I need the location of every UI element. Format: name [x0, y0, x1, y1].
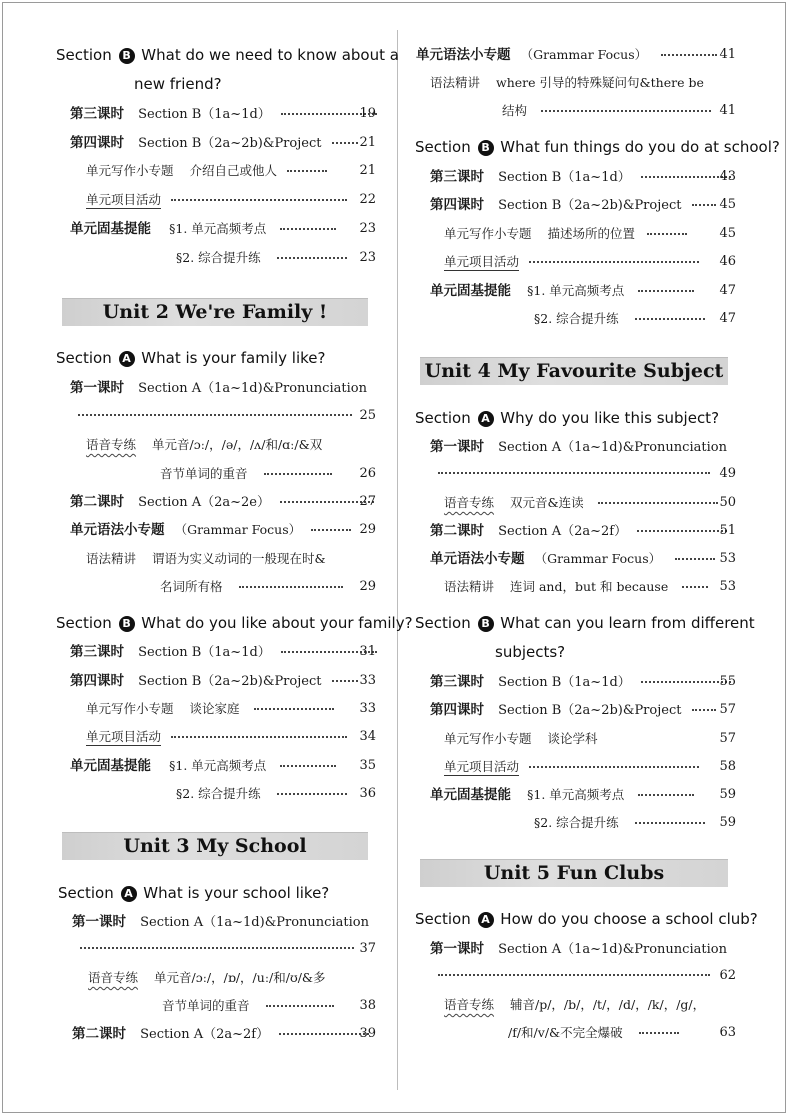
section-heading: Section B What can you learn from different [415, 614, 755, 632]
page-number: 37 [359, 941, 376, 956]
toc-entry-cont: /f/和/v/&不完全爆破 [508, 1022, 679, 1044]
leader-dots [438, 472, 710, 474]
toc-entry[interactable]: 单元固基提能 §1. 单元高频考点 [70, 218, 336, 240]
toc-entry[interactable]: 单元项目活动 [444, 251, 699, 273]
page-number: 26 [359, 466, 376, 481]
leader-dots [80, 947, 354, 949]
toc-entry[interactable]: 语音专练 单元音/ɔː/，/ɒ/，/uː/和/ʊ/&多 [88, 970, 326, 985]
toc-entry[interactable]: 单元固基提能 §1. 单元高频考点 [70, 755, 336, 777]
toc-entry[interactable]: 单元固基提能 §1. 单元高频考点 [430, 784, 694, 806]
section-title: How do you choose a school club? [500, 910, 758, 928]
toc-entry[interactable]: 语音专练 单元音/ɔː/，/ə/，/ʌ/和/ɑː/&双 [86, 437, 323, 452]
toc-entry[interactable]: 第四课时 Section B（2a~2b)&Project [70, 132, 358, 154]
page-number: 22 [359, 192, 376, 207]
unit-3-banner: Unit 3 My School [62, 832, 368, 860]
page-number: 21 [359, 135, 376, 150]
leader-dots [264, 473, 332, 475]
toc-entry[interactable]: 语音专练 双元音&连读 [444, 492, 718, 514]
page-number: 57 [719, 731, 736, 746]
leader-dots [635, 822, 705, 824]
page-number: 33 [359, 701, 376, 716]
unit-5-banner: Unit 5 Fun Clubs [420, 859, 728, 887]
leader-dots [529, 766, 699, 768]
toc-entry[interactable]: 单元写作小专题 谈论学科 [444, 731, 598, 746]
leader-dots [638, 290, 694, 292]
page-number: 36 [359, 786, 376, 801]
page-number: 58 [719, 759, 736, 774]
page-number: 51 [719, 523, 736, 538]
leader-dots [239, 586, 343, 588]
page-number: 45 [719, 197, 736, 212]
section-title: What fun things do you do at school? [500, 138, 780, 156]
toc-entry-cont: 名词所有格 [160, 576, 343, 598]
leader-dots [254, 708, 334, 710]
section-letter-badge: A [478, 912, 494, 928]
section-letter-badge: B [478, 140, 494, 156]
toc-entry[interactable]: 单元语法小专题 （Grammar Focus） [70, 519, 351, 541]
section-title: What do we need to know about a [141, 46, 399, 64]
section-letter-badge: B [478, 616, 494, 632]
section-letter-badge: A [478, 411, 494, 427]
toc-entry[interactable]: §2. 综合提升练 [176, 783, 347, 805]
toc-entry[interactable]: 单元项目活动 [86, 726, 347, 748]
toc-entry[interactable]: 第三课时 Section B（1a~1d） [70, 103, 377, 125]
page-number: 46 [719, 254, 736, 269]
page-number: 47 [719, 283, 736, 298]
leader-dots [287, 170, 327, 172]
leader-dots [438, 974, 710, 976]
leader-dots [598, 502, 718, 504]
page-number: 35 [359, 758, 376, 773]
page-number: 19 [359, 106, 376, 121]
section-heading: Section B What do we need to know about a [56, 46, 399, 64]
leader-dots [639, 1032, 679, 1034]
page-number: 55 [719, 674, 736, 689]
leader-dots [171, 199, 347, 201]
section-title-cont: subjects? [495, 643, 566, 661]
toc-entry[interactable]: 单元语法小专题 （Grammar Focus） [430, 548, 715, 570]
toc-entry[interactable]: 语法精讲 连词 and，but 和 because [444, 576, 708, 598]
toc-entry[interactable]: 第三课时 Section B（1a~1d） [430, 166, 731, 188]
unit-2-banner: Unit 2 We're Family ! [62, 298, 368, 326]
leader-dots [277, 793, 347, 795]
page-number: 27 [359, 494, 376, 509]
section-heading: Section A What is your school like? [58, 884, 330, 902]
section-heading: Section A How do you choose a school club? [415, 910, 758, 928]
leader-dots [280, 765, 336, 767]
toc-entry[interactable]: 语法精讲 where 引导的特殊疑问句&there be [430, 75, 704, 90]
section-letter-badge: B [119, 616, 135, 632]
toc-entry[interactable]: §2. 综合提升练 [176, 247, 347, 269]
page-number: 41 [719, 103, 736, 118]
leader-dots [541, 110, 711, 112]
toc-entry[interactable]: 第三课时 Section B（1a~1d） [70, 641, 377, 663]
toc-entry[interactable]: §2. 综合提升练 [534, 308, 705, 330]
toc-entry[interactable]: 单元语法小专题 （Grammar Focus） [416, 44, 717, 66]
toc-entry[interactable]: 单元写作小专题 介绍自己或他人 [86, 160, 327, 182]
page-number: 53 [719, 579, 736, 594]
page-number: 23 [359, 221, 376, 236]
leader-dots [635, 318, 705, 320]
section-letter-badge: B [119, 48, 135, 64]
page-number: 29 [359, 522, 376, 537]
toc-entry[interactable]: 第三课时 Section B（1a~1d） [430, 671, 731, 693]
toc-entry[interactable]: 第二课时 Section A（2a~2f） [430, 520, 727, 542]
toc-entry[interactable]: 第二课时 Section A（2a~2e） [70, 491, 374, 513]
section-title: What do you like about your family? [141, 614, 413, 632]
page-number: 62 [719, 968, 736, 983]
toc-entry[interactable]: 第四课时 Section B（2a~2b)&Project [70, 670, 358, 692]
page-number: 33 [359, 673, 376, 688]
page-number: 29 [359, 579, 376, 594]
leader-dots [280, 228, 336, 230]
page-number: 38 [359, 998, 376, 1013]
toc-entry[interactable]: 单元项目活动 [86, 189, 347, 211]
unit-4-banner: Unit 4 My Favourite Subject [420, 357, 728, 385]
section-title: Why do you like this subject? [500, 409, 720, 427]
page-number: 34 [359, 729, 376, 744]
toc-entry[interactable]: 第一课时 Section A（1a~1d)&Pronunciation [70, 380, 367, 396]
section-title: What is your school like? [143, 884, 330, 902]
section-title-cont: new friend? [134, 75, 222, 93]
toc-entry[interactable]: 第二课时 Section A（2a~2f） [72, 1023, 369, 1045]
leader-dots [647, 233, 687, 235]
section-letter-badge: A [119, 351, 135, 367]
page-number: 57 [719, 702, 736, 717]
toc-entry-cont: 音节单词的重音 [160, 463, 332, 485]
page-number: 31 [359, 644, 376, 659]
page-number: 59 [719, 787, 736, 802]
toc-entry-cont [438, 965, 710, 987]
toc-entry[interactable]: 语法精讲 谓语为实义动词的一般现在时& [86, 551, 326, 566]
section-heading: Section A What is your family like? [56, 349, 326, 367]
toc-entry[interactable]: 第四课时 Section B（2a~2b)&Project [430, 699, 716, 721]
leader-dots [277, 257, 347, 259]
toc-entry[interactable]: 单元项目活动 [444, 756, 699, 778]
toc-entry[interactable]: 第一课时 Section A（1a~1d)&Pronunciation [430, 941, 727, 957]
section-heading: Section B What do you like about your family? [56, 614, 413, 632]
page-number: 59 [719, 815, 736, 830]
toc-entry[interactable]: 第四课时 Section B（2a~2b)&Project [430, 194, 716, 216]
toc-entry[interactable]: 单元固基提能 §1. 单元高频考点 [430, 280, 694, 302]
page-number: 39 [359, 1026, 376, 1041]
section-heading: Section B What fun things do you do at school? [415, 138, 780, 156]
page-number: 53 [719, 551, 736, 566]
toc-entry[interactable]: §2. 综合提升练 [534, 812, 705, 834]
leader-dots [171, 736, 347, 738]
toc-entry[interactable]: 第一课时 Section A（1a~1d)&Pronunciation [430, 439, 727, 455]
page-number: 63 [719, 1025, 736, 1040]
toc-entry-cont: 音节单词的重音 [162, 995, 334, 1017]
page-number: 43 [719, 169, 736, 184]
toc-entry-cont [438, 463, 710, 485]
column-divider [397, 30, 398, 1090]
leader-dots [529, 261, 699, 263]
leader-dots [78, 414, 352, 416]
page-number: 21 [359, 163, 376, 178]
section-letter-badge: A [121, 886, 137, 902]
page-number: 47 [719, 311, 736, 326]
page-number: 49 [719, 466, 736, 481]
page-number: 45 [719, 226, 736, 241]
leader-dots [266, 1005, 334, 1007]
page-number: 23 [359, 250, 376, 265]
page-number: 25 [359, 408, 376, 423]
leader-dots [638, 794, 694, 796]
section-title: What can you learn from different [500, 614, 755, 632]
toc-entry-cont [78, 405, 352, 427]
page-number: 50 [719, 495, 736, 510]
toc-entry-cont [80, 938, 354, 960]
toc-entry[interactable]: 第一课时 Section A（1a~1d)&Pronunciation [72, 914, 369, 930]
section-heading: Section A Why do you like this subject? [415, 409, 720, 427]
toc-entry[interactable]: 语音专练 辅音/p/，/b/，/t/，/d/，/k/，/g/， [444, 997, 706, 1012]
page-number: 41 [719, 47, 736, 62]
toc-entry[interactable]: 单元写作小专题 谈论家庭 [86, 698, 334, 720]
section-title: What is your family like? [141, 349, 326, 367]
toc-entry-cont: 结构 [502, 100, 711, 122]
leader-dots [682, 586, 708, 588]
toc-entry[interactable]: 单元写作小专题 描述场所的位置 [444, 223, 687, 245]
